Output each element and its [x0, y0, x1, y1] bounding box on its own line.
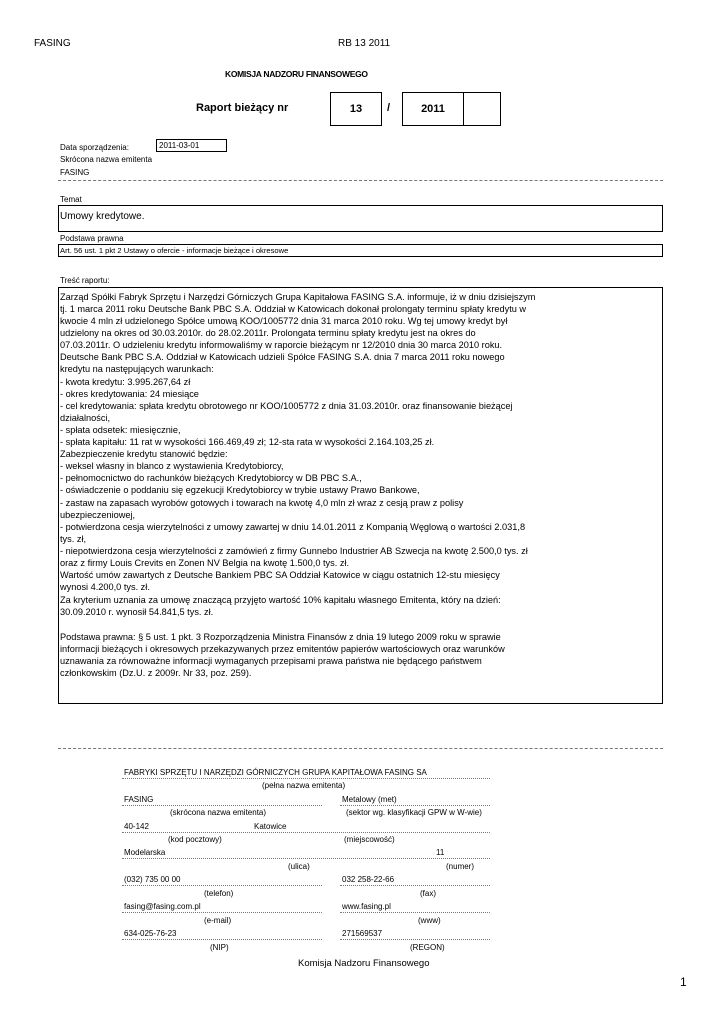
issuer-number: 11 — [436, 848, 445, 857]
issuer-postal-code: 40-142 — [124, 822, 149, 831]
report-extra-box — [463, 92, 501, 126]
footer-commission: Komisja Nadzoru Finansowego — [298, 958, 430, 969]
issuer-sector: Metalowy (met) — [342, 795, 397, 804]
issuer-short-name-caption: (skrócona nazwa emitenta) — [170, 808, 267, 817]
header-center: RB 13 2011 — [338, 38, 391, 49]
report-slash: / — [387, 102, 391, 114]
content-line: 30.09.2010 r. wynosił 54.841,5 tys. zł. — [60, 607, 214, 617]
field-underline — [122, 939, 322, 940]
issuer-phone-caption: (telefon) — [204, 889, 234, 898]
legal-basis-value: Art. 56 ust. 1 pkt 2 Ustawy o ofercie - informacje bieżące i okresowe — [60, 246, 289, 255]
field-underline — [340, 805, 490, 806]
content-line: - oświadczenie o poddaniu się egzekucji Kredytobiorcy w trybie ustawy Prawo Bankowe, — [60, 485, 420, 495]
commission-title: KOMISJA NADZORU FINANSOWEGO — [225, 69, 368, 79]
divider — [58, 180, 663, 181]
issuer-email: fasing@fasing.com.pl — [124, 902, 201, 911]
field-underline — [122, 778, 490, 779]
field-underline — [340, 912, 490, 913]
content-line: Za kryterium uznania za umowę znaczącą przyjęto wartość 10% kapitału własnego Emitenta, który na dzień: — [60, 595, 501, 605]
field-underline — [340, 885, 490, 886]
content-line: udzielony na okres od 30.03.2010r. do 28.02.2011r. Prolongata terminu spłaty kredytu jest na okres do — [60, 328, 476, 338]
date-label: Data sporządzenia: — [60, 143, 129, 152]
divider — [58, 748, 663, 749]
issuer-full-name-caption: (pełna nazwa emitenta) — [262, 781, 346, 790]
report-number-box — [330, 92, 382, 126]
issuer-full-name: FABRYKI SPRZĘTU I NARZĘDZI GÓRNICZYCH GRUPA KAPITAŁOWA FASING SA — [124, 768, 427, 777]
content-line: członkowskim (Dz.U. z 2009r. Nr 33, poz. 259). — [60, 668, 252, 678]
content-line: Zabezpieczenie kredytu stanowić będzie: — [60, 449, 228, 459]
content-line: - niepotwierdzona cesja wierzytelności z zamówień z firmy Gunnebo Industrier AB Szwecja na kwotę 2.500,0 tys. zł — [60, 546, 528, 556]
issuer-postal-code-caption: (kod pocztowy) — [168, 835, 222, 844]
content-line: tys. zł, — [60, 534, 87, 544]
content-line: - okres kredytowania: 24 miesiące — [60, 389, 199, 399]
content-line: uznawania za równoważne informacji wymaganych przepisami prawa państwa nie będącego państwem — [60, 656, 482, 666]
issuer-email-caption: (e-mail) — [204, 916, 232, 925]
content-line: działalności, — [60, 413, 111, 423]
field-underline — [340, 939, 490, 940]
header-left: FASING — [34, 38, 71, 49]
topic-box — [58, 205, 663, 232]
content-line: - potwierdzona cesja wierzytelności z umowy zawartej w dniu 14.01.2011 z Kompanią Węglową o wartości 2.031,8 — [60, 522, 526, 532]
issuer-street-caption: (ulica) — [288, 862, 310, 871]
issuer-sector-caption: (sektor wg. klasyfikacji GPW w W-wie) — [346, 808, 482, 817]
field-underline — [122, 832, 490, 833]
short-name-label: Skrócona nazwa emitenta — [60, 155, 153, 164]
content-line: wynosi 4.200,0 tys. zł. — [60, 582, 150, 592]
issuer-www-caption: (www) — [418, 916, 441, 925]
report-number: 13 — [349, 103, 363, 115]
content-line: Zarząd Spółki Fabryk Sprzętu i Narzędzi Górniczych Grupa Kapitałowa FASING S.A. informuje, iż w dniu dzisiejszym — [60, 292, 536, 302]
content-line: - spłata kapitału: 11 rat w wysokości 166.469,49 zł; 12-sta rata w wysokości 2.164.103,25 zł. — [60, 437, 435, 447]
issuer-nip: 634-025-76-23 — [124, 929, 177, 938]
content-line: - spłata odsetek: miesięcznie, — [60, 425, 181, 435]
legal-basis-box — [58, 244, 663, 257]
issuer-fax: 032 258-22-66 — [342, 875, 395, 884]
issuer-street: Modelarska — [124, 848, 166, 857]
content-line: kredytu na następujących warunkach: — [60, 364, 214, 374]
content-line: - zastaw na zapasach wyrobów gotowych i towarach na kwotę 4,0 mln zł wraz z cesją praw z polisy — [60, 498, 464, 508]
report-label: Raport bieżący nr — [196, 102, 289, 114]
content-line: - pełnomocnictwo do rachunków bieżących Kredytobiorcy w DB PBC S.A., — [60, 473, 362, 483]
legal-basis-label: Podstawa prawna — [60, 234, 124, 243]
issuer-city: Katowice — [254, 822, 287, 831]
issuer-www: www.fasing.pl — [342, 902, 391, 911]
content-line: Wartość umów zawartych z Deutsche Bankiem PBC SA Oddział Katowice w ciągu ostatnich 12-stu miesięcy — [60, 570, 500, 580]
report-year-box — [402, 92, 464, 126]
content-line: oraz z firmy Louis Crevits en Zonen NV Belgia na kwotę 1.500,0 tys. zł. — [60, 558, 350, 568]
short-name-value: FASING — [60, 168, 90, 177]
issuer-number-caption: (numer) — [446, 862, 475, 871]
content-line: - weksel własny in blanco z wystawienia Kredytobiorcy, — [60, 461, 284, 471]
topic-label: Temat — [60, 195, 82, 204]
content-line: Podstawa prawna: § 5 ust. 1 pkt. 3 Rozporządzenia Ministra Finansów z dnia 19 lutego 2009 roku w sprawie — [60, 632, 501, 642]
issuer-phone: (032) 735 00 00 — [124, 875, 181, 884]
date-box — [156, 139, 227, 152]
issuer-fax-caption: (fax) — [420, 889, 436, 898]
content-line: informacji bieżących i okresowych przekazywanych przez emitentów papierów wartościowych oraz warunków — [60, 644, 505, 654]
content-line: ubezpieczeniowej, — [60, 510, 136, 520]
field-underline — [122, 858, 490, 859]
content-label: Treść raportu: — [60, 276, 110, 285]
issuer-city-caption: (miejscowość) — [344, 835, 395, 844]
content-line: 07.03.2011r. O udzieleniu kredytu informowaliśmy w raporcie bieżącym nr 12/2010 dnia 30 marca 2010 roku. — [60, 340, 503, 350]
content-line: - cel kredytowania: spłata kredytu obrotowego nr KOO/1005772 z dnia 31.03.2010r. oraz finansowanie bieżącej — [60, 401, 513, 411]
field-underline — [122, 885, 322, 886]
issuer-regon-caption: (REGON) — [410, 943, 445, 952]
content-line: - kwota kredytu: 3.995.267,64 zł — [60, 377, 191, 387]
field-underline — [122, 805, 322, 806]
issuer-nip-caption: (NIP) — [210, 943, 229, 952]
date-value: 2011-03-01 — [159, 141, 200, 150]
field-underline — [122, 912, 322, 913]
content-line: Deutsche Bank PBC S.A. Oddział w Katowicach udzieli Spółce FASING S.A. dnia 7 marca 2011 roku nowego — [60, 352, 505, 362]
issuer-short-name: FASING — [124, 795, 154, 804]
report-year: 2011 — [421, 103, 445, 115]
content-line: tj. 1 marca 2011 roku Deutsche Bank PBC S.A. Oddział w Katowicach dokonał prolongaty terminu spłaty kredytu w — [60, 304, 527, 314]
topic-value: Umowy kredytowe. — [60, 211, 145, 222]
issuer-regon: 271569537 — [342, 929, 383, 938]
page-number: 1 — [680, 975, 687, 989]
content-line: kwocie 4 mln zł udzielonego Spółce umową KOO/1005772 dnia 31 marca 2010 roku. Wg tej umowy kredyt był — [60, 316, 508, 326]
